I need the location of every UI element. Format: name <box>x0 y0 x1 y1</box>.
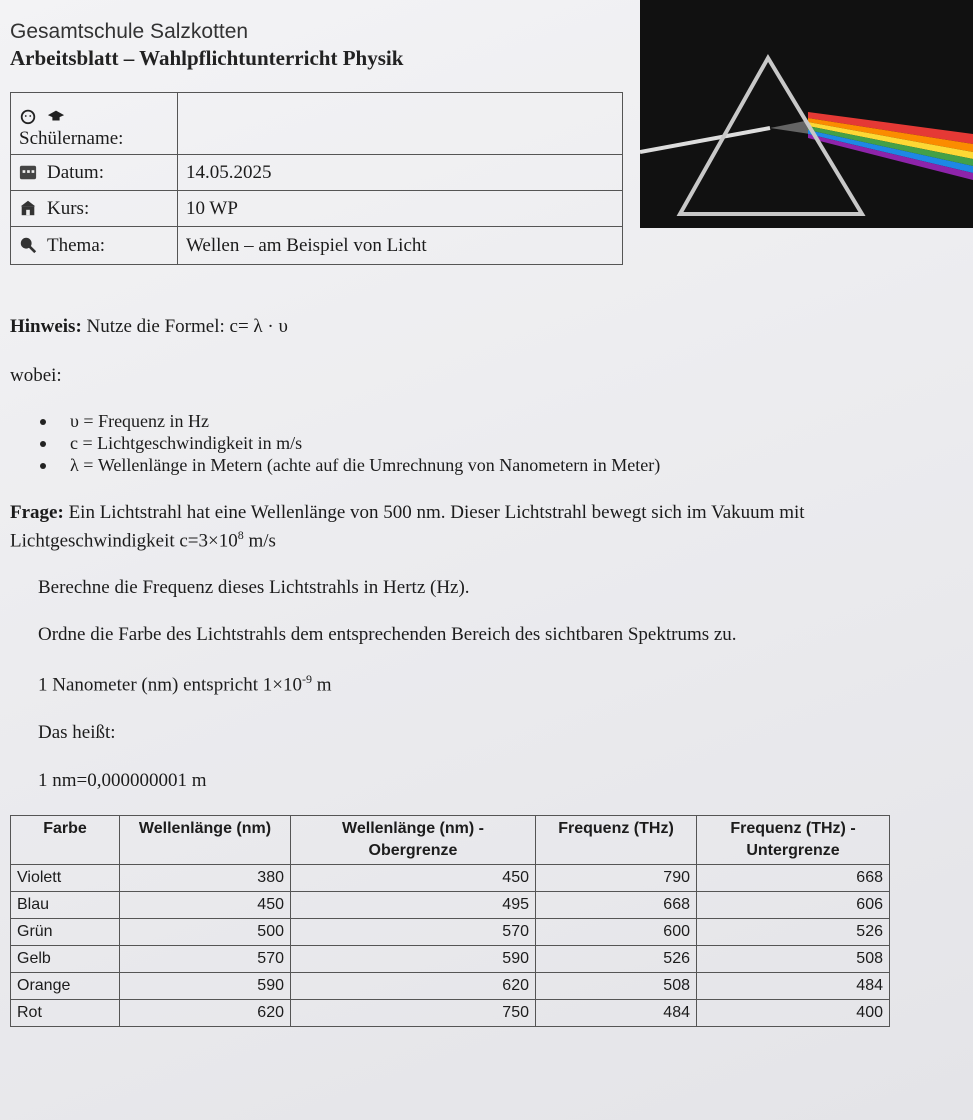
table-cell: 668 <box>697 865 890 892</box>
nm-exponent: -9 <box>301 672 312 686</box>
wobei-text: wobei: <box>10 365 62 386</box>
table-cell: Rot <box>11 1000 120 1027</box>
column-header: Wellenlänge (nm) - Obergrenze <box>291 816 536 865</box>
info-label-text: Kurs: <box>47 197 90 219</box>
prism-image <box>640 0 973 228</box>
table-cell: Gelb <box>11 946 120 973</box>
info-label-text: Thema: <box>47 234 106 256</box>
table-cell: 508 <box>536 973 697 1000</box>
nm-decimal: 1 nm=0,000000001 m <box>38 770 207 791</box>
question-text-1: Ein Lichtstrahl hat eine Wellenlänge von 500 nm. Dieser Lichtstrahl bewegt sich im Vakuum mit <box>68 502 805 523</box>
list-item: λ = Wellenlänge in Metern (achte auf die Umrechnung von Nanometern in Meter) <box>70 455 661 475</box>
info-label-date <box>11 155 178 191</box>
table-cell: 600 <box>536 919 697 946</box>
table-cell: Blau <box>11 892 120 919</box>
calendar-icon <box>19 163 37 181</box>
table-cell: 495 <box>291 892 536 919</box>
hint-line <box>10 316 288 338</box>
column-header: Frequenz (THz) <box>536 816 697 865</box>
table-cell: 526 <box>536 946 697 973</box>
das-heisst: Das heißt: <box>38 722 116 743</box>
definition-list <box>70 410 660 476</box>
table-cell: 570 <box>291 919 536 946</box>
table-row <box>11 865 890 892</box>
table-cell: 620 <box>120 1000 291 1027</box>
student-icon <box>19 107 37 125</box>
table-cell: 380 <box>120 865 291 892</box>
table-header-row <box>11 816 890 865</box>
list-item: υ = Frequenz in Hz <box>70 410 660 432</box>
table-cell: 450 <box>291 865 536 892</box>
table-cell: Grün <box>11 919 120 946</box>
info-label-course <box>11 191 178 227</box>
table-cell: 508 <box>697 946 890 973</box>
nm-conversion <box>38 672 332 696</box>
task-1: Berechne die Frequenz dieses Lichtstrahls in Hertz (Hz). <box>38 577 470 598</box>
info-label-text: Schülername: <box>19 127 124 149</box>
table-cell: 484 <box>536 1000 697 1027</box>
nm-unit: m <box>316 674 332 696</box>
topic-value: Wellen – am Beispiel von Licht <box>178 227 623 265</box>
worksheet-title: Arbeitsblatt – Wahlpflichtunterricht Physik <box>10 46 404 70</box>
table-cell: 500 <box>120 919 291 946</box>
question-text-2: Lichtgeschwindigkeit c=3×10 <box>10 530 238 552</box>
question-line-1 <box>10 502 805 524</box>
course-value: 10 WP <box>178 191 623 227</box>
graduation-cap-icon <box>47 107 65 125</box>
table-cell: 668 <box>536 892 697 919</box>
table-row <box>11 919 890 946</box>
magnifier-icon <box>19 236 37 254</box>
table-cell: 620 <box>291 973 536 1000</box>
question-exponent: 8 <box>237 528 244 542</box>
table-cell: 606 <box>697 892 890 919</box>
column-header: Wellenlänge (nm) <box>120 816 291 865</box>
table-cell: 450 <box>120 892 291 919</box>
table-row <box>11 892 890 919</box>
question-line-2 <box>10 528 276 552</box>
table-cell: 526 <box>697 919 890 946</box>
table-cell: 590 <box>291 946 536 973</box>
info-label-text: Datum: <box>47 161 104 183</box>
nm-text: 1 Nanometer (nm) entspricht 1×10 <box>38 674 302 696</box>
table-row <box>11 946 890 973</box>
table-cell: Orange <box>11 973 120 1000</box>
list-item: c = Lichtgeschwindigkeit in m/s <box>70 432 660 454</box>
column-header: Frequenz (THz) - Untergrenze <box>697 816 890 865</box>
school-building-icon <box>19 199 37 217</box>
task-2: Ordne die Farbe des Lichtstrahls dem entsprechenden Bereich des sichtbaren Spektrums zu. <box>38 624 737 645</box>
column-header: Farbe <box>11 816 120 865</box>
table-row <box>11 1000 890 1027</box>
table-cell: 484 <box>697 973 890 1000</box>
student-info-table <box>10 92 623 265</box>
hint-label: Hinweis: <box>10 316 82 337</box>
table-cell: Violett <box>11 865 120 892</box>
table-cell: 790 <box>536 865 697 892</box>
date-value: 14.05.2025 <box>178 155 623 191</box>
school-name: Gesamtschule Salzkotten <box>10 20 249 43</box>
info-label-topic <box>11 227 178 265</box>
hint-formula: c= λ · υ <box>229 316 288 337</box>
table-cell: 590 <box>120 973 291 1000</box>
hint-text: Nutze die Formel: <box>86 316 225 337</box>
question-unit: m/s <box>248 530 276 552</box>
table-cell: 400 <box>697 1000 890 1027</box>
info-label-student <box>11 93 178 155</box>
table-cell: 570 <box>120 946 291 973</box>
student-name-field[interactable] <box>178 93 623 155</box>
table-row <box>11 973 890 1000</box>
question-label: Frage: <box>10 502 64 523</box>
spectrum-table <box>10 815 890 1027</box>
table-cell: 750 <box>291 1000 536 1027</box>
